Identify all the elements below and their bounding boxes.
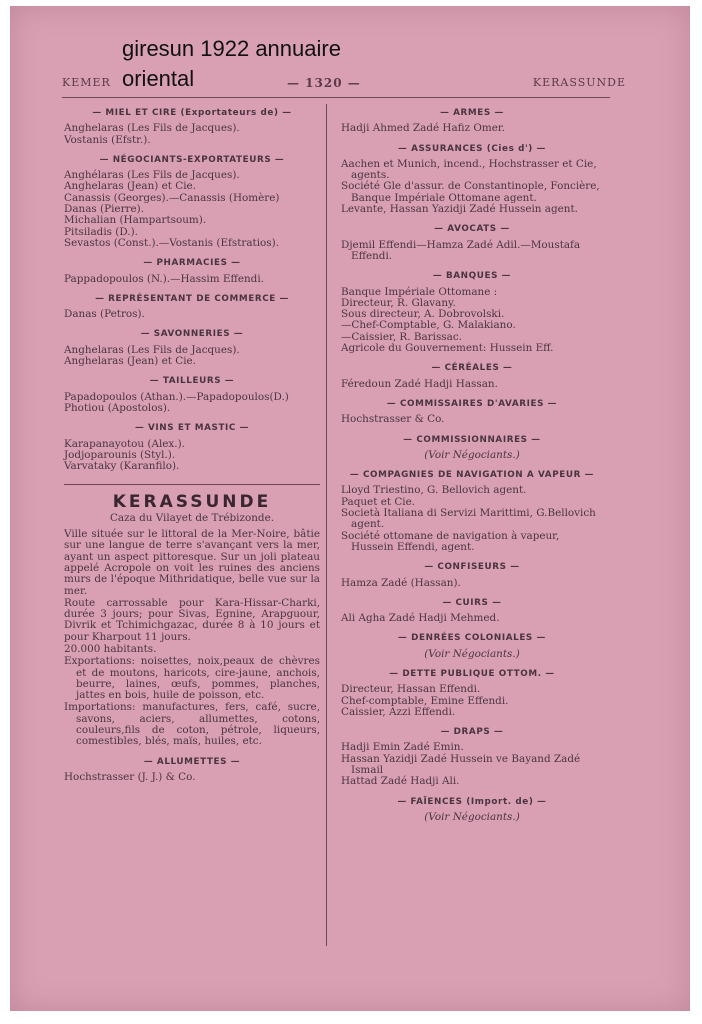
entry: Pappadopoulos (N.).—Hassim Effendi. xyxy=(64,272,264,285)
entry: Hassan Yazidji Zadé Hussein ve Bayand Zadé Ismail xyxy=(341,752,581,777)
section-heading: — CÉRÉALES — xyxy=(431,363,513,374)
entry: —Caissier, R. Barissac. xyxy=(341,330,462,343)
entry: Caissier, Azzi Effendi. xyxy=(341,705,456,718)
entry: Anghelaras (Les Fils de Jacques). xyxy=(64,343,240,356)
entry: Aachen et Munich, incend., Hochstrasser et Cie, agents. xyxy=(341,157,597,182)
page-number: — 1320 — xyxy=(287,76,361,90)
entry: Hattad Zadé Hadji Ali. xyxy=(341,775,460,788)
entry: Directeur, Hassan Effendi. xyxy=(341,683,481,696)
entry: Djemil Effendi—Hamza Zadé Adil.—Moustafa Effendi. xyxy=(341,238,581,262)
left-sections xyxy=(64,108,320,472)
entry: Pitsiladis (D.). xyxy=(64,225,138,238)
entry: Papadopoulos (Athan.).—Papadopoulos(D.) xyxy=(64,390,289,403)
right-column xyxy=(341,108,603,823)
entry: Danas (Pierre). xyxy=(64,203,145,216)
section-heading: — ARMES — xyxy=(440,108,504,118)
entry: Hadji Ahmed Zadé Hafiz Omer. xyxy=(341,122,506,135)
entry: Canassis (Georges).—Canassis (Homère) xyxy=(64,191,280,204)
entry: Varvataky (Karanfilo). xyxy=(64,460,180,473)
section-heading: — TAILLEURS — xyxy=(149,376,235,387)
entry: Vostanis (Efstr.). xyxy=(64,133,151,146)
description-paragraph: Exportations: noisettes, noix,peaux de chèvres et de moutons, haricots, cire-jaune, anchois, beurre, laines, œufs, pommes, planches, jattes en bois, huile de poisson, etc. xyxy=(64,655,320,702)
description-paragraph: Importations: manufactures, fers, café, sucre, savons, aciers, allumettes, cotons, couleurs,fils de coton, pétrole, liqueurs, comestibles, blés, maïs, huiles, etc. xyxy=(64,701,320,748)
section-heading: — DETTE PUBLIQUE OTTOM. — xyxy=(389,668,555,679)
city-heading: KERASSUNDE xyxy=(112,492,272,513)
section-heading: — VINS ET MASTIC — xyxy=(134,423,250,434)
entry: Directeur, R. Glavany. xyxy=(341,296,456,309)
section-heading: — COMPAGNIES DE NAVIGATION A VAPEUR — xyxy=(349,470,595,481)
entry: Anghelaras (Jean) et Cie. xyxy=(64,180,196,193)
entry: Hochstrasser & Co. xyxy=(341,413,445,426)
column-divider xyxy=(326,104,327,946)
entry: Sevastos (Const.).—Vostanis (Efstratios). xyxy=(64,236,279,249)
header-rule xyxy=(62,97,610,98)
entry: Levante, Hassan Yazidji Zadé Hussein agent. xyxy=(341,203,578,216)
section-heading: — NÉGOCIANTS-EXPORTATEURS — xyxy=(99,154,285,165)
description-paragraph: 20.000 habitants. xyxy=(64,642,157,655)
header-left: KEMER xyxy=(62,76,111,89)
header-right: KERASSUNDE xyxy=(532,76,626,89)
city-subtitle: Caza du Vilayet de Trébizonde. xyxy=(109,511,275,524)
entry: Sous directeur, A. Dobrovolski. xyxy=(341,308,505,321)
section-heading: — DRAPS — xyxy=(440,727,504,738)
cross-reference: (Voir Négociants.) xyxy=(424,810,520,823)
section-heading: — DENRÉES COLONIALES — xyxy=(398,633,546,644)
entry: Société Gle d'assur. de Constantinople, Foncière, Banque Impériale Ottomane agent. xyxy=(341,180,600,204)
entry: —Chef-Comptable, G. Malakiano. xyxy=(341,319,516,332)
entry: Hochstrasser (J. J.) & Co. xyxy=(64,770,196,783)
section-heading: — COMMISSAIRES D'AVARIES — xyxy=(386,398,558,409)
section-heading: — FAÏENCES (Import. de) — xyxy=(397,796,547,807)
cross-reference: (Voir Négociants.) xyxy=(424,647,520,660)
description-paragraph: Ville située sur le littoral de la Mer-Noire, bâtie sur une langue de terre s'avançant vers la mer, ayant un aspect pittoresque. Sur un joli plateau appelé Acropole on voit les ruines des anciens murs de l'époque Mithridatique, belle vue sur la mer. xyxy=(64,528,320,597)
section-heading: — AVOCATS — xyxy=(434,224,510,235)
entry: Ali Agha Zadé Hadji Mehmed. xyxy=(341,612,500,625)
entry: Anghelaras (Les Fils de Jacques). xyxy=(64,122,240,135)
section-heading: — ALLUMETTES — xyxy=(143,756,241,767)
left-column xyxy=(64,108,320,783)
entry: Jodjoparounis (Styl.). xyxy=(64,448,176,461)
section-heading: — CUIRS — xyxy=(442,597,502,608)
entry: Féredoun Zadé Hadji Hassan. xyxy=(341,377,498,390)
section-heading: — SAVONNERIES — xyxy=(140,329,244,340)
entry: Karapanayotou (Alex.). xyxy=(64,437,185,450)
description-paragraph: Route carrossable pour Kara-Hissar-Charki, durée 3 jours; pour Sivas, Egnine, Arapguour, Divrik et Tchimichgazac, durée 8 à 10 jours et pour Kharpout 11 jours. xyxy=(64,596,320,643)
entry: Anghélaras (Les Fils de Jacques). xyxy=(64,169,240,182)
entry: Anghelaras (Jean) et Cie. xyxy=(64,355,196,368)
entry: Agricole du Gouvernement: Hussein Eff. xyxy=(341,342,554,355)
entry: Société ottomane de navigation à vapeur, Hussein Effendi, agent. xyxy=(341,529,560,553)
section-heading: — REPRÉSENTANT DE COMMERCE — xyxy=(95,293,289,304)
section-divider xyxy=(64,484,320,485)
city-description xyxy=(64,529,320,748)
overlay-caption-line-1: giresun 1922 annuaire xyxy=(122,36,341,61)
entry: Lloyd Triestino, G. Bellovich agent. xyxy=(341,484,527,497)
section-heading: — COMMISSIONNAIRES — xyxy=(403,434,541,445)
entry: Hadji Emin Zadé Emin. xyxy=(341,741,464,754)
section-heading: — BANQUES — xyxy=(432,271,512,282)
entry: Banque Impériale Ottomane : xyxy=(341,285,498,298)
entry: Paquet et Cie. xyxy=(341,495,416,508)
entry: Photiou (Apostolos). xyxy=(64,401,171,414)
section-heading: — ASSURANCES (Cies d') — xyxy=(398,143,546,154)
section-heading: — CONFISEURS — xyxy=(424,562,520,573)
entry: Hamza Zadé (Hassan). xyxy=(341,576,461,589)
running-header xyxy=(62,76,626,94)
entry: Danas (Petros). xyxy=(64,308,145,321)
section-heading: — MIEL ET CIRE (Exportateurs de) — xyxy=(92,108,292,118)
section-heading: — PHARMACIES — xyxy=(143,258,241,269)
entry: Società Italiana di Servizi Marittimi, G.Bellovich agent. xyxy=(341,507,596,531)
entry: Michalian (Hampartsoum). xyxy=(64,214,207,227)
overlay-caption-line-2: oriental xyxy=(122,66,195,91)
entry: Chef-comptable, Emine Effendi. xyxy=(341,694,509,707)
cross-reference: (Voir Négociants.) xyxy=(424,448,520,461)
